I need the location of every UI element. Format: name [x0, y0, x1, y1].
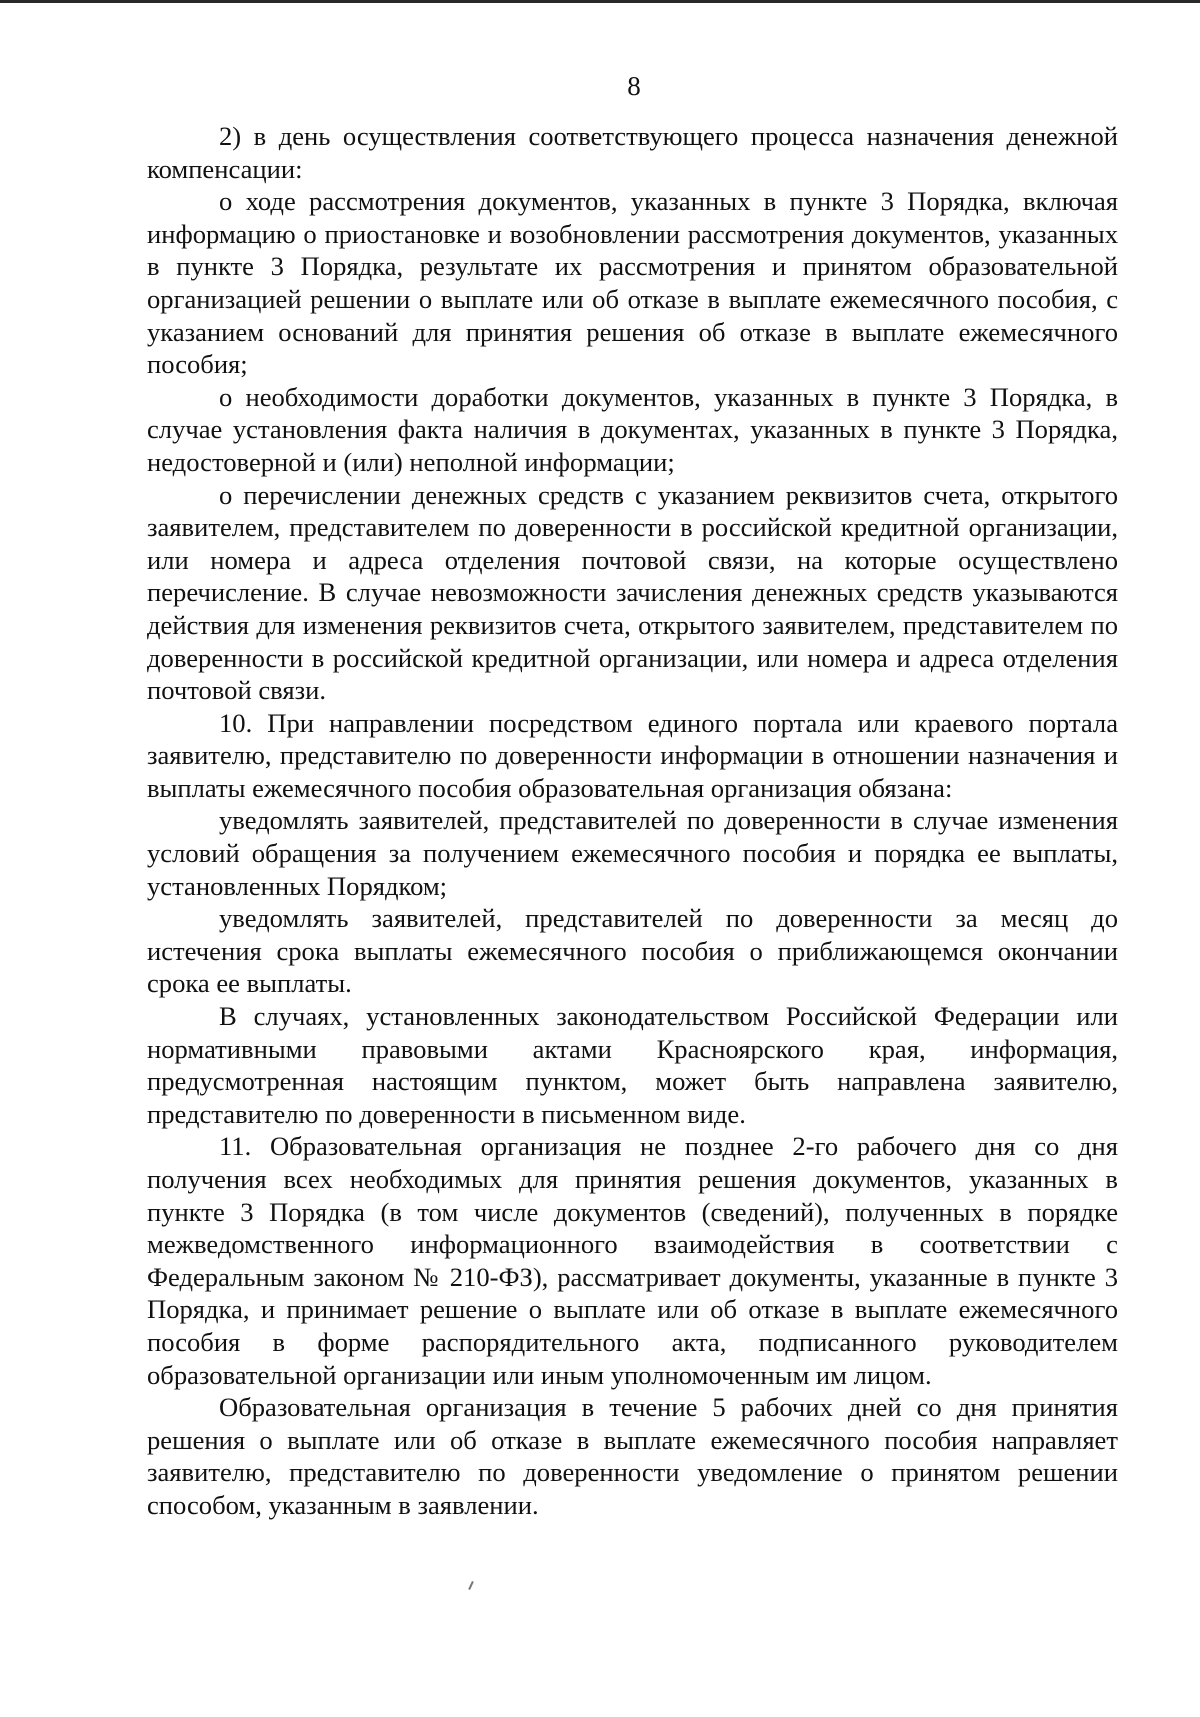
paragraph-clause-11: 11. Образовательная организация не позднее 2-го рабочего дня со дня получения всех необходимых для принятия решения документов, указанных в пункте 3 Порядка (в том числе документов (сведений), полученных в порядке межведомственного информационного взаимодействия в соответствии с Федеральным законом № 210-ФЗ), рассматривает документы, указанные в пункте 3 Порядка, и принимает решение о выплате или об отказе в выплате ежемесячного пособия в форме распорядительного акта, подписанного руководителем образовательной организации или иным уполномоченным им лицом. [147, 1131, 1118, 1390]
scan-mark [468, 1581, 474, 1590]
paragraph-review-progress: о ходе рассмотрения документов, указанных в пункте 3 Порядка, включая информацию о приостановке и возобновлении рассмотрения документов, указанных в пункте 3 Порядка, результате их рассмотрения и принятом образовательной организацией решении о выплате или об отказе в выплате ежемесячного пособия, с указанием оснований для принятия решения об отказе в выплате ежемесячного пособия; [147, 186, 1118, 380]
paragraph-notify-expiry: уведомлять заявителей, представителей по доверенности за месяц до истечения срока выплаты ежемесячного пособия о приближающемся окончании срока ее выплаты. [147, 903, 1118, 999]
paragraph-clause-10: 10. При направлении посредством единого портала или краевого портала заявителю, представителю по доверенности информации в отношении назначения и выплаты ежемесячного пособия образовательная организация обязана: [147, 707, 1118, 803]
paragraph-notification-decision: Образовательная организация в течение 5 рабочих дней со дня принятия решения о выплате или об отказе в выплате ежемесячного пособия направляет заявителю, представителю по доверенности уведомление о принятом решении способом, указанным в заявлении. [147, 1392, 1118, 1520]
page-number: 8 [627, 71, 641, 101]
paragraph-item-2: 2) в день осуществления соответствующего процесса назначения денежной компенсации: [147, 121, 1118, 184]
paragraph-revision-needed: о необходимости доработки документов, указанных в пункте 3 Порядка, в случае установления факта наличия в документах, указанных в пункте 3 Порядка, недостоверной и (или) неполной информации; [147, 381, 1118, 477]
paragraph-funds-transfer: о перечислении денежных средств с указанием реквизитов счета, открытого заявителем, представителем по доверенности в российской кредитной организации, или номера и адреса отделения почтовой связи, на которые осуществлено перечисление. В случае невозможности зачисления денежных средств указываются действия для изменения реквизитов счета, открытого заявителем, представителем по доверенности в российской кредитной организации, или номера и адреса отделения почтовой связи. [147, 479, 1118, 706]
document-body [147, 120, 1118, 1522]
paragraph-written-form: В случаях, установленных законодательством Российской Федерации или нормативными правовыми актами Красноярского края, информация, предусмотренная настоящим пунктом, может быть направлена заявителю, представителю по доверенности в письменном виде. [147, 1001, 1118, 1129]
paragraph-notify-changes: уведомлять заявителей, представителей по доверенности в случае изменения условий обращения за получением ежемесячного пособия и порядка ее выплаты, установленных Порядком; [147, 805, 1118, 901]
